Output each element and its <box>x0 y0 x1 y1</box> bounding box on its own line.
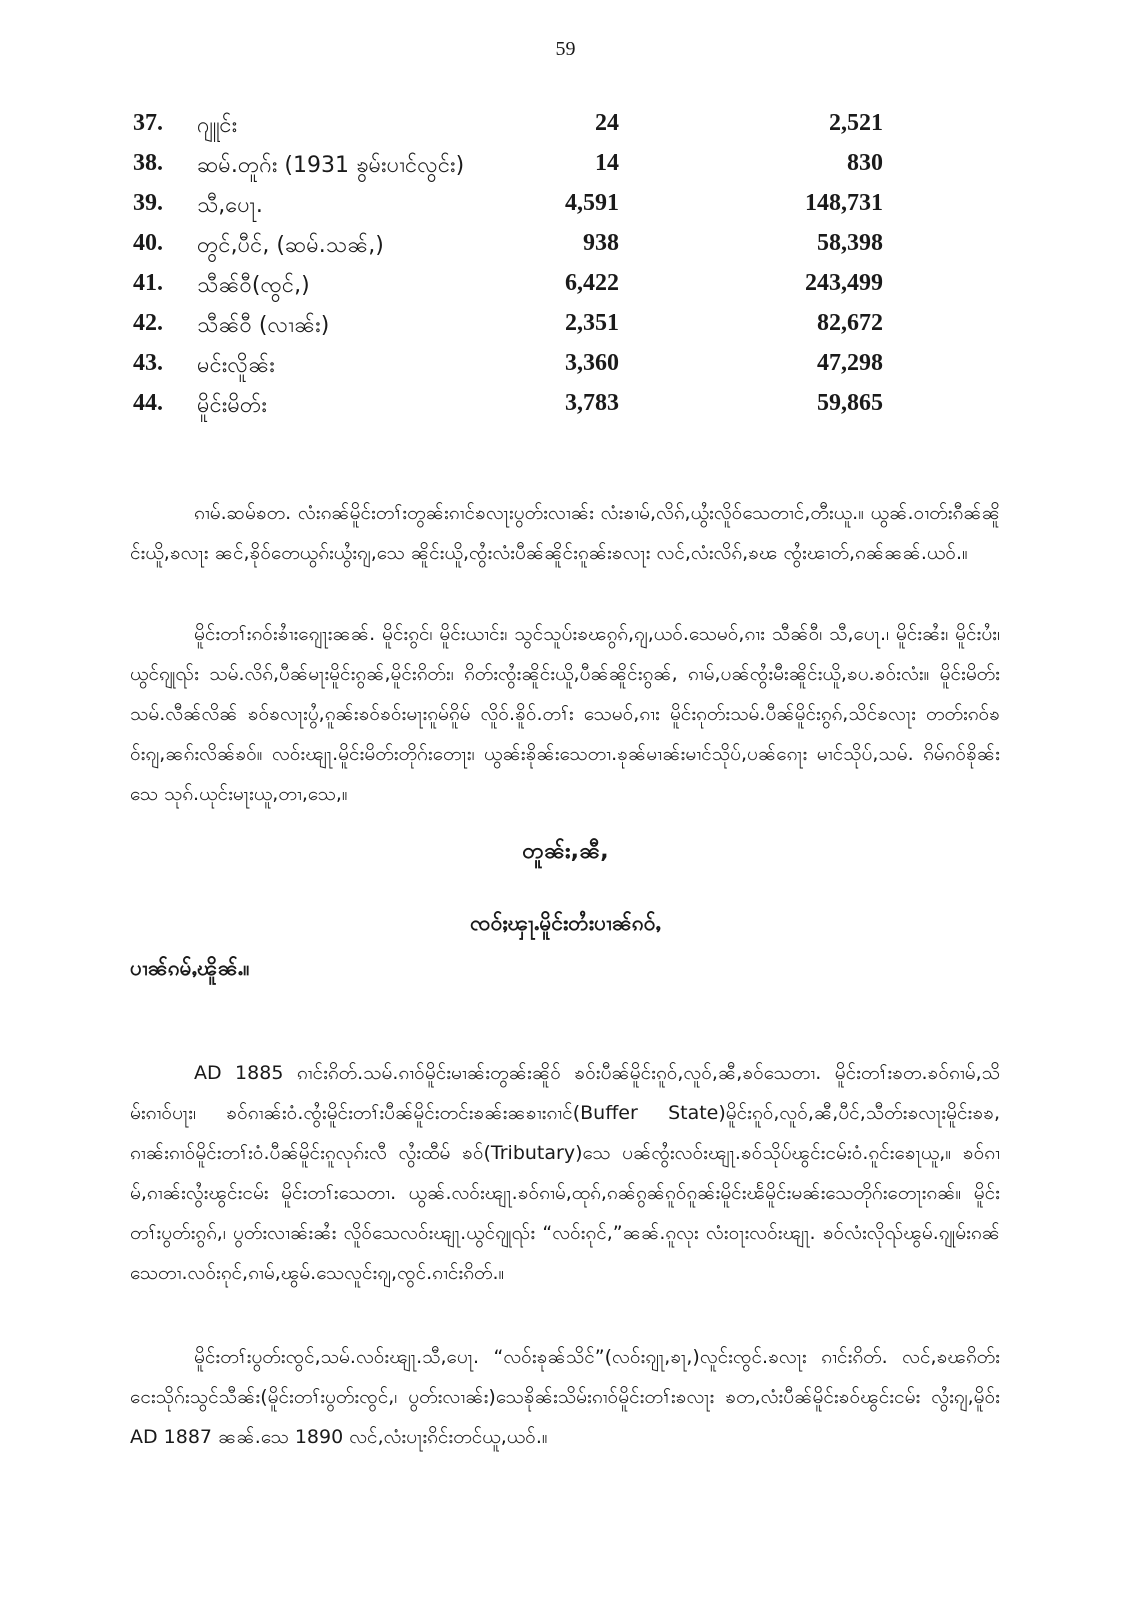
row-number: 41. <box>133 270 163 296</box>
table-row <box>133 346 893 386</box>
statistics-table <box>133 106 893 426</box>
row-count: 3,783 <box>565 390 619 416</box>
row-number: 39. <box>133 190 163 216</box>
table-row <box>133 386 893 426</box>
row-count: 2,351 <box>565 310 619 336</box>
row-name: ဆမ်.တူဂ်း (1931 ၶွမ်းပၢင်လွင်း) <box>197 153 465 178</box>
body-paragraph: ၵၢမ်.ဆမ်ၶတ. လံးၵၼ်မိူင်းတၢ်းတွၼ်းၵၢင်ၶလႃးပွတ်းလၢၼ်း လံးၶၢမ်,လိၵ်,ယွႆးလိူဝ်သေတၢင်,တီးယူ.။ ယွၼ်.ဝၢတ်းၵီၼ်ၼိူင်းယိူ,ၶလႃး ၼင်,ၶိုဝ်တေယွၵ်းယွႆးၵျ,သေ ၼိူင်းယိူ,ၸွႆးလံးပီၼ်ၼိူင်းၵူၼ်းၶလႃး လင်,လံးလိၵ်,ၶၽ ၸွႆးၽၢတ်,ၵၼ်ၼၼ်.ယဝ်.။ <box>130 502 1000 564</box>
table-row <box>133 106 893 146</box>
row-total: 2,521 <box>829 110 883 136</box>
row-number: 40. <box>133 230 163 256</box>
row-name: မင်းလိူၼ်း <box>197 353 275 378</box>
row-total: 47,298 <box>817 350 883 376</box>
row-count: 3,360 <box>565 350 619 376</box>
subsection-heading: ပၢၼ်ၵမ်ႇၽိူၼ်ႉ။ <box>130 956 250 980</box>
row-total: 243,499 <box>805 270 883 296</box>
row-count: 938 <box>583 230 619 256</box>
table-row <box>133 306 893 346</box>
row-name: သီ,ပေႃ. <box>197 193 263 218</box>
body-paragraph: မိူင်းတၢ်းၵဝ်းၶၢႆးၵျေႃးၼၼ်. မိူင်းၵွင်၊ မိူင်းယၢင်း၊ သွင်သူပ်းၶၽၵွၵ်,ၵျ,ယဝ်.သေမဝ်,ၵၢး သီၼ်ဝီ၊ သီ,ပေႃ.၊ မိူင်းၼႆး၊ မိူင်းပႆး၊ ယွင်ၵျုၺ်း သမ်.လိၵ်,ပီၼ်မႃးမိူင်းၵွၼ်,မိူင်းၵိတ်း၊ ၵိတ်းၸွႆးၼိူင်းယိူ,ပီၼ်ၼိူင်းၵွၼ်, ၵၢမ်,ပၼ်ၸွႆးမီးၼိူင်းယိူ,ၶပ.ၶဝ်းလံး။ မိူင်းမိတ်းသမ်.လီၼ်လိၼ် ၶဝ်ၶလႃးပွႆ,ၵူၼ်းၶဝ်ၶဝ်းမႃးၵူမ်ၵိူမ် လိူဝ်.ၶိူဝ်.တၢ်း သေမဝ်,ၵၢး မိူင်းၵုတ်းသမ်.ပီၼ်မိူင်းၵွၵ်,သိင်ၶလႃး တတ်းၵဝ်ၶဝ်းၵျ,ၼၵ်းလိၼ်ၶဝ်။ လဝ်းၽျႃ.မိူင်းမိတ်းတိုဂ်းတေႃး၊ ယွၼ်းၶိုၼ်းသေတၢ.ၶုၼ်မၢၼ်းမၢင်သိုပ်,ပၼ်ၵေႃး မၢင်သိုပ်,သမ်. ၵိမ်ၵဝ်ၶိုၼ်းသေ သုၵ်.ယုင်းမႃးယူ,တၢ,သေ,။ <box>130 623 1000 805</box>
row-total: 148,731 <box>805 190 883 216</box>
row-name: တွင်,ပီင်, (ဆမ်.သၼ်,) <box>197 233 384 258</box>
row-name: ဂျူင်း <box>197 113 238 138</box>
row-number: 44. <box>133 390 163 416</box>
row-count: 24 <box>595 110 619 136</box>
row-number: 37. <box>133 110 163 136</box>
row-number: 43. <box>133 350 163 376</box>
row-number: 42. <box>133 310 163 336</box>
row-count: 14 <box>595 150 619 176</box>
section-heading: ၸဝ်ႈၾႃႉမိူင်းတႆးပၢၼ်ၵဝ်ႇ <box>470 911 661 935</box>
row-name: မိူင်းမိတ်း <box>197 393 267 418</box>
body-paragraph: AD 1885 ၵၢင်းၵိတ်.သမ်.ၵၢဝ်မိူင်းမၢၼ်းတွၼ်းၼိူဝ် ၶဝ်းပီၼ်မိူင်းၵူဝ်,လူဝ်,ၼီ,ၶဝ်သေတၢ. မိူင်းတၢ်းၶတ.ၶဝ်ၵၢမ်,သိမ်းၵၢဝ်ပႃး၊ ၶဝ်ၵၢၼ်းဝံ.ၸွႆးမိူင်းတၢ်းပီၼ်မိူင်းတင်းၶၼ်းၼၶၢးၵၢင်(Buffer State)မိူင်းၵူဝ်,လူဝ်,ၼီ,ပီင်,သီတ်းၶလႃးမိူင်းၶၶ, ၵၢၼ်းၵၢဝ်မိူင်းတၢ်းဝံ.ပီၼ်မိူင်းၵူလုၵ်းလီ လွႆးထီမ် ၶဝ်(Tributary)သေ ပၼ်ၸွႆးလဝ်းၽျႃ.ၶဝ်သိုပ်ၽွင်းငမ်းဝံ.ၵူင်းၶေႃယူ,။ ၶဝ်ၵၢမ်,ၵၢၼ်းလွႆးၽွင်းငမ်း မိူင်းတၢ်းသေတၢ. ယွၼ်.လဝ်းၽျႃ.ၶဝ်ၵၢမ်,ထုၵ်,ၵၼ်ၵွၼ်ၵူဝ်ၵူၼ်းမိူင်းၽႅမိူင်းမၼ်းသေတိုဂ်းတေႃးၵၼ်။ မိူင်းတၢ်းပွတ်းၵွၵ်,၊ ပွတ်းလၢၼ်းၼႆး လိူဝ်သေလဝ်းၽျႃ.ယွင်ၵျုၺ်း “လဝ်းၵုင်,”ၼၼ်.ၵူလုး လံးဝႃးလဝ်းၽျႃ. ၶဝ်လံးလိုၺ်ၽွမ်.ၵျုမ်းၵၼ်သေတၢ.လဝ်းၵုင်,ၵၢမ်,ၽွမ်.သေလူင်းၵျ,ၸွင်.ၵၢင်းၵိတ်.။ <box>130 1062 1000 1284</box>
table-row <box>133 226 893 266</box>
table-row <box>133 146 893 186</box>
row-count: 6,422 <box>565 270 619 296</box>
row-name: သီၼ်ဝီ (လၢၼ်း) <box>197 313 330 338</box>
row-total: 830 <box>847 150 883 176</box>
row-number: 38. <box>133 150 163 176</box>
row-name: သီၼ်ဝီ(ၸွင်,) <box>197 273 310 298</box>
section-closing: တူၼ်း,ၼီ, <box>522 839 609 864</box>
body-paragraph: မိူင်းတၢ်းပွတ်းၸွင်,သမ်.လဝ်းၽျႃ.သီ,ပေႃ. “လဝ်းၶုၼ်သိင်”(လဝ်းၵျႃ,ၶႃ,)လူင်းၸွင်.ၶလႃး ၵၢင်းၵိတ်. လင်,ၶၽၵိတ်းငေးသိုဂ်းသွင်သီၼ်း(မိူင်းတၢ်းပွတ်းၸွင်,၊ ပွတ်းလၢၼ်း)သေၶိုၼ်းသိမ်းၵၢဝ်မိူင်းတၢ်းၶလႃး ၶတ,လံးပီၼ်မိူင်းၶဝ်ၽွင်းငမ်း လွႆးၵျ,မိူဝ်း AD 1887 ၼၼ်.သေ 1890 လင်,လံးပႃးၵိင်းတင်ယူ,ယဝ်.။ <box>130 1346 1000 1448</box>
row-count: 4,591 <box>565 190 619 216</box>
table-row <box>133 186 893 226</box>
page-number: 59 <box>555 38 576 60</box>
row-total: 59,865 <box>817 390 883 416</box>
table-row <box>133 266 893 306</box>
row-total: 58,398 <box>817 230 883 256</box>
row-total: 82,672 <box>817 310 883 336</box>
